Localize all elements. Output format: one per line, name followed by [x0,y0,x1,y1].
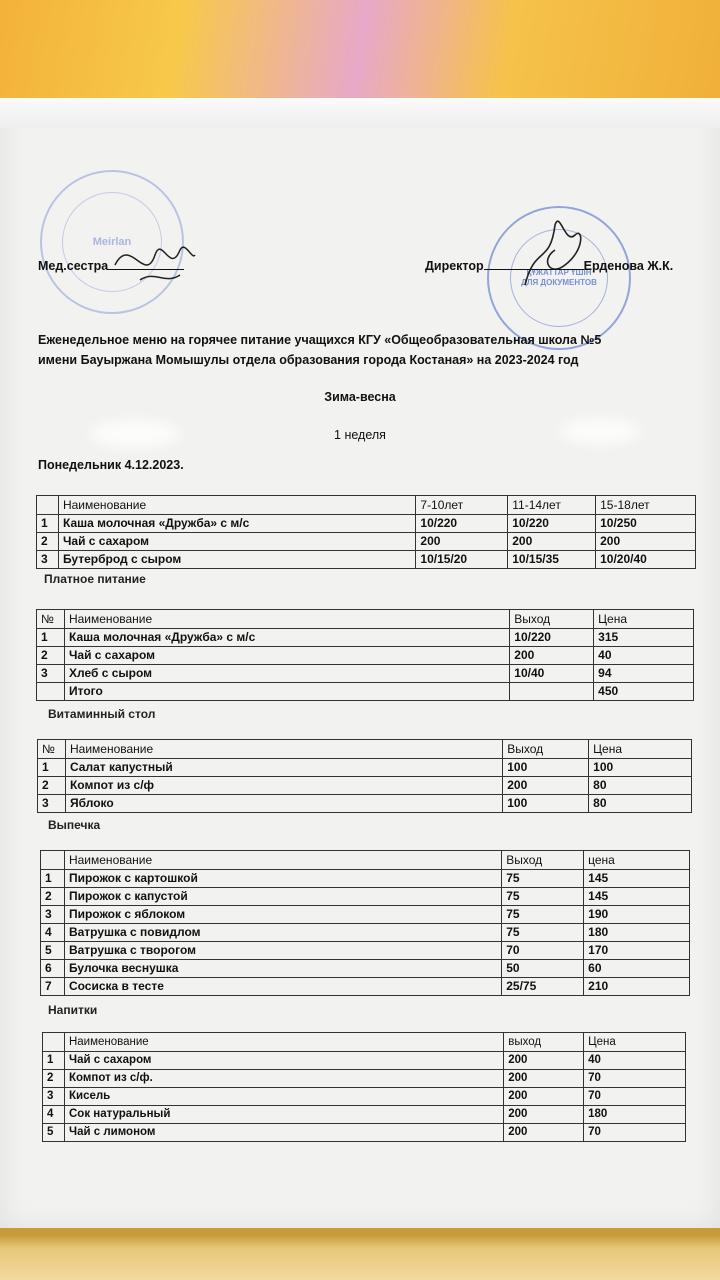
table-cell: 200 [416,533,508,551]
table-cell: 180 [584,1106,686,1124]
table-row [37,683,694,701]
table-row [37,665,694,683]
paid-meal-table [36,609,694,701]
column-header [37,496,59,515]
table-cell: 6 [41,960,65,978]
table-cell: 4 [43,1106,65,1124]
table-cell: 1 [37,629,65,647]
table-cell: Каша молочная «Дружба» с м/с [64,629,509,647]
table-cell: 200 [504,1088,584,1106]
table-row [41,888,690,906]
column-header: № [37,610,65,629]
column-header: Наименование [65,740,502,759]
free-meal-table [36,495,696,569]
table-row [41,942,690,960]
column-header: 15-18лет [596,496,696,515]
table-cell: 100 [503,759,589,777]
director-label: Директор [425,259,484,273]
glare [90,420,180,448]
table-cell: 3 [43,1088,65,1106]
table-row [37,533,696,551]
table-row [37,647,694,665]
table-cell: 5 [43,1124,65,1142]
table-cell: Пирожок с капустой [64,888,501,906]
bakery-section-label: Выпечка [48,818,101,832]
table-row [41,924,690,942]
table-cell: 1 [38,759,66,777]
column-header: № [38,740,66,759]
table-cell: 75 [502,870,584,888]
column-header: Выход [510,610,594,629]
column-header: Цена [589,740,692,759]
table-cell: 10/220 [416,515,508,533]
table-cell: Компот из с/ф [65,777,502,795]
table-cell: 2 [37,647,65,665]
table-cell: 40 [584,1052,686,1070]
table-cell: 75 [502,924,584,942]
table-cell: 2 [43,1070,65,1088]
nurse-label: Мед.сестра [38,259,109,273]
glare [560,418,640,444]
background-bottom [0,1235,720,1280]
table-cell: Хлеб с сыром [64,665,509,683]
table-cell: 200 [504,1106,584,1124]
title-line-1: Еженедельное меню на горячее питание учащихся КГУ «Общеобразовательная школа №5 [38,333,602,347]
title-line-2: имени Бауыржана Момышулы отдела образования города Костаная» на 2023-2024 год [38,353,579,367]
table-cell: 3 [41,906,65,924]
table-cell: 2 [41,888,65,906]
table-cell: 10/15/35 [508,551,596,569]
table-row [37,515,696,533]
document-title [38,330,678,370]
director-signature [505,205,595,295]
table-cell: 40 [594,647,694,665]
column-header: 7-10лет [416,496,508,515]
table-row [43,1052,686,1070]
vitamin-section-label: Витаминный стол [48,707,156,721]
table-cell: 1 [41,870,65,888]
drinks-table [42,1032,686,1142]
column-header: Наименование [64,851,501,870]
table-cell: Булочка веснушка [64,960,501,978]
table-cell: Чай с сахаром [64,1052,503,1070]
table-cell: 200 [504,1052,584,1070]
table-cell: Ватрушка с творогом [64,942,501,960]
table-cell: 60 [584,960,690,978]
column-header: Наименование [64,1033,503,1052]
table-cell: 3 [37,665,65,683]
table-row [38,777,692,795]
vitamin-table [37,739,692,813]
table-cell: 80 [589,777,692,795]
column-header: Выход [502,851,584,870]
table-cell: 200 [504,1124,584,1142]
column-header: Выход [503,740,589,759]
table-cell: 7 [41,978,65,996]
table-cell: 2 [37,533,59,551]
table-cell: 145 [584,870,690,888]
bakery-table [40,850,690,996]
director-name: Ерденова Ж.К. [583,259,674,273]
table-cell: 180 [584,924,690,942]
table-cell: Чай с сахаром [58,533,415,551]
table-cell: 94 [594,665,694,683]
table-cell: 3 [38,795,66,813]
nurse-line [38,259,184,273]
table-cell: 10/40 [510,665,594,683]
table-cell: 190 [584,906,690,924]
column-header: 11-14лет [508,496,596,515]
table-cell: 3 [37,551,59,569]
table-cell: 200 [503,777,589,795]
table-cell: Пирожок с картошкой [64,870,501,888]
column-header: выход [504,1033,584,1052]
table-cell: 10/15/20 [416,551,508,569]
column-header: Цена [594,610,694,629]
table-row [43,1124,686,1142]
table-row [37,551,696,569]
table-cell: Чай с сахаром [64,647,509,665]
table-row [37,629,694,647]
table-cell: 75 [502,906,584,924]
day-label: Понедельник 4.12.2023. [38,458,184,472]
table-cell: 200 [596,533,696,551]
column-header: Цена [584,1033,686,1052]
table-cell: 70 [502,942,584,960]
table-header-row [41,851,690,870]
stamp-left-text: Meirlan [62,192,162,292]
table-cell: 10/220 [510,629,594,647]
table-cell: Кисель [64,1088,503,1106]
table-cell: 50 [502,960,584,978]
table-header-row [38,740,692,759]
table-cell: 10/220 [508,515,596,533]
table-row [41,870,690,888]
table-row [41,960,690,978]
table-cell: Итого [64,683,509,701]
paid-section-label: Платное питание [44,572,146,586]
table-cell: 100 [589,759,692,777]
drinks-section-label: Напитки [48,1003,98,1017]
table-cell: 10/250 [596,515,696,533]
table-cell [510,683,594,701]
column-header: цена [584,851,690,870]
table-cell: 10/20/40 [596,551,696,569]
table-cell: Каша молочная «Дружба» с м/с [58,515,415,533]
table-cell: 2 [38,777,66,795]
table-row [38,795,692,813]
table-cell: 170 [584,942,690,960]
table-row [38,759,692,777]
column-header: Наименование [58,496,415,515]
table-cell: 70 [584,1070,686,1088]
table-cell: 1 [43,1052,65,1070]
table-cell: 70 [584,1088,686,1106]
stamp-right-text: ҚҰЖАТТАР ҮШІН ДЛЯ ДОКУМЕНТОВ [510,229,608,327]
week-label: 1 неделя [334,428,386,442]
table-cell: Бутерброд с сыром [58,551,415,569]
column-header: Наименование [64,610,509,629]
table-cell: Чай с лимоном [64,1124,503,1142]
table-cell: 200 [504,1070,584,1088]
table-cell: Сок натуральный [64,1106,503,1124]
table-row [43,1088,686,1106]
table-cell: Компот из с/ф. [64,1070,503,1088]
table-cell: 315 [594,629,694,647]
table-cell: 450 [594,683,694,701]
column-header [41,851,65,870]
table-cell: 80 [589,795,692,813]
column-header [43,1033,65,1052]
table-cell: Сосиска в тесте [64,978,501,996]
table-cell: 210 [584,978,690,996]
table-cell: 200 [510,647,594,665]
table-cell: 25/75 [502,978,584,996]
table-header-row [37,496,696,515]
table-cell: 100 [503,795,589,813]
table-row [43,1106,686,1124]
table-header-row [37,610,694,629]
table-cell: 75 [502,888,584,906]
table-cell: 70 [584,1124,686,1142]
table-cell: 200 [508,533,596,551]
table-header-row [43,1033,686,1052]
table-cell: 4 [41,924,65,942]
table-cell: 5 [41,942,65,960]
table-cell: Яблоко [65,795,502,813]
season-label: Зима-весна [324,390,396,404]
table-cell: Пирожок с яблоком [64,906,501,924]
table-cell [37,683,65,701]
table-cell: Салат капустный [65,759,502,777]
table-row [41,978,690,996]
table-cell: 145 [584,888,690,906]
table-row [43,1070,686,1088]
background-top [0,0,720,110]
table-row [41,906,690,924]
table-cell: 1 [37,515,59,533]
paper-top-edge [0,98,720,128]
table-cell: Ватрушка с повидлом [64,924,501,942]
director-line [425,259,673,273]
